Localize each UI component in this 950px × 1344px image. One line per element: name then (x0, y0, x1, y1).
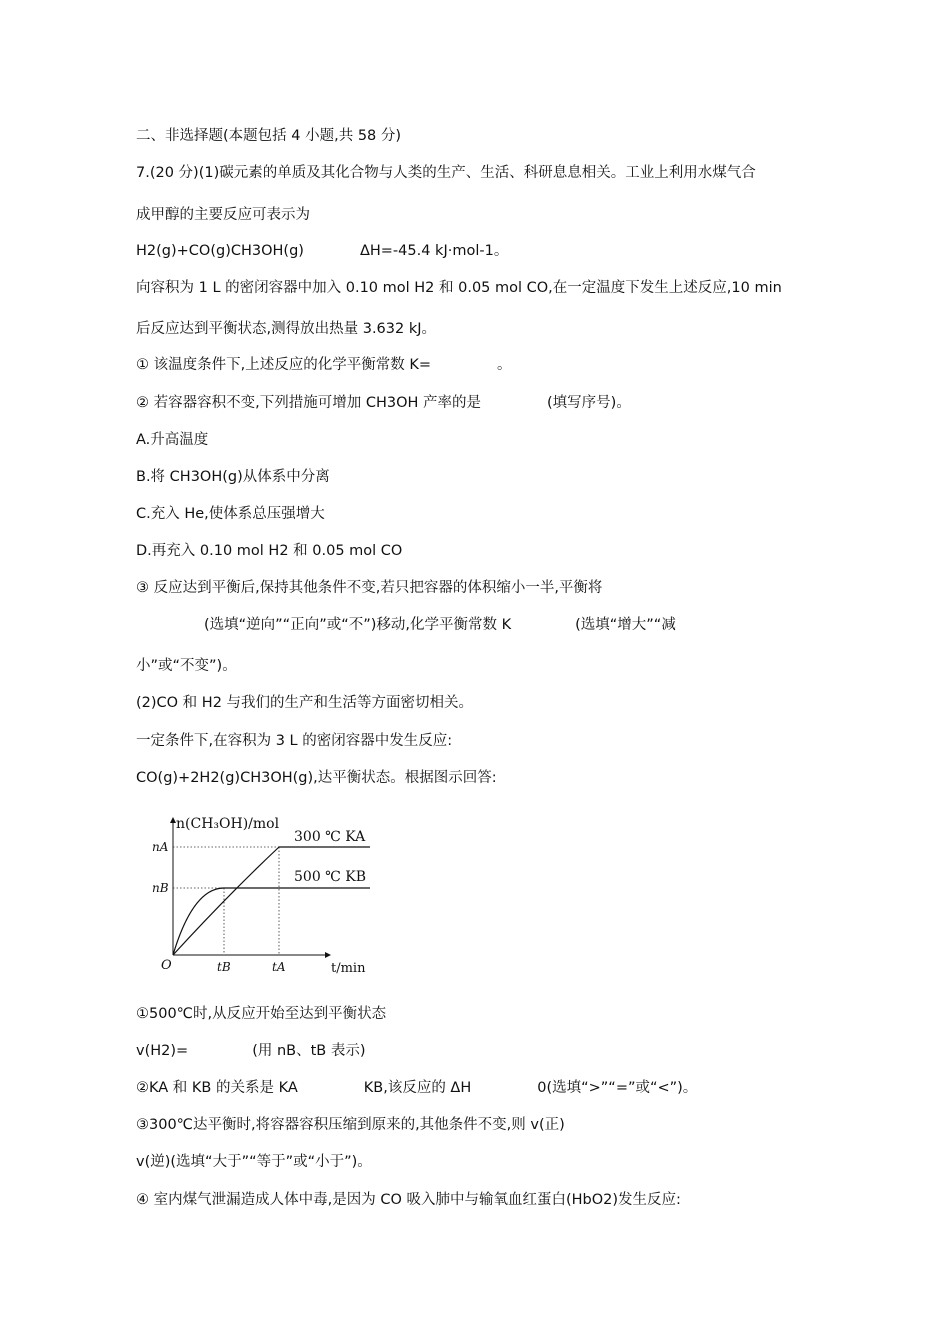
rate-expression (136, 1041, 366, 1061)
subquestion-text: ② 若容器容积不变,下列措施可增加 CH3OH 产率的是 (136, 395, 482, 411)
curve-300c-label: 300 ℃ KA (294, 829, 366, 845)
tb-tick-label: tB (217, 960, 231, 974)
section-heading: 二、非选择题(本题包括 4 小题,共 58 分) (136, 128, 402, 144)
k-relation (136, 1078, 697, 1098)
curve-500c (173, 888, 370, 955)
question-text: 后反应达到平衡状态,测得放出热量 3.632 kJ。 (136, 321, 437, 337)
k-relation-text: ②KA 和 KB 的关系是 KA (136, 1080, 298, 1096)
question-text: 成甲醇的主要反应可表示为 (136, 207, 310, 223)
y-axis-label: n(CH₃OH)/mol (176, 816, 280, 832)
subquestion-3-end: 小”或“不变”)。 (136, 658, 237, 674)
equation-formula: H2(g)+CO(g)CH3OH(g) (136, 243, 304, 259)
subquestion-1 (136, 355, 511, 375)
subquestion-hint: (选填“增大”“减 (575, 617, 676, 633)
reaction-equation-2: CO(g)+2H2(g)CH3OH(g),达平衡状态。根据图示回答: (136, 770, 497, 786)
part-2-intro: (2)CO 和 H2 与我们的生产和生活等方面密切相关。 (136, 695, 474, 711)
ta-tick-label: tA (272, 960, 286, 974)
enthalpy-hint: 0(选填“>”“=”或“<”)。 (537, 1080, 698, 1096)
rate-hint: (用 nB、tB 表示) (252, 1043, 366, 1059)
equation-enthalpy: ΔH=-45.4 kJ·mol-1。 (359, 243, 509, 259)
methanol-amount-graph (148, 810, 378, 980)
option-d: D.再充入 0.10 mol H2 和 0.05 mol CO (136, 543, 403, 559)
subquestion-2 (136, 393, 631, 413)
option-c: C.充入 He,使体系总压强增大 (136, 506, 325, 522)
question-text: 向容积为 1 L 的密闭容器中加入 0.10 mol H2 和 0.05 mol CO,在一定温度下发生上述反应,10 min (136, 280, 782, 296)
question-text: 一定条件下,在容积为 3 L 的密闭容器中发生反应: (136, 733, 453, 749)
origin-label: O (161, 958, 172, 973)
subquestion-text: ① 该温度条件下,上述反应的化学平衡常数 K= (136, 357, 431, 373)
curve-500c-label: 500 ℃ KB (294, 869, 367, 885)
subquestion-hint: (填写序号)。 (547, 395, 631, 411)
na-tick-label: nA (152, 840, 169, 854)
subquestion-3: ③ 反应达到平衡后,保持其他条件不变,若只把容器的体积缩小一半,平衡将 (136, 580, 603, 596)
option-b: B.将 CH3OH(g)从体系中分离 (136, 469, 330, 485)
reaction-equation (136, 241, 508, 261)
x-axis-label: t/min (331, 961, 366, 976)
subquestion-co: ④ 室内煤气泄漏造成人体中毒,是因为 CO 吸入肺中与输氧血红蛋白(HbO2)发生反应: (136, 1192, 681, 1208)
question-7-intro: 7.(20 分)(1)碳元素的单质及其化合物与人类的生产、生活、科研息息相关。工业上利用水煤气合 (136, 165, 756, 181)
curve-300c (173, 847, 370, 955)
subquestion-3-cont (136, 615, 676, 635)
option-a: A.升高温度 (136, 432, 209, 448)
nb-tick-label: nB (152, 881, 169, 895)
subquestion-500c: ①500℃时,从反应开始至达到平衡状态 (136, 1006, 387, 1022)
subquestion-300c: ③300℃达平衡时,将容器容积压缩到原来的,其他条件不变,则 v(正) (136, 1117, 565, 1133)
subquestion-300c-cont: v(逆)(选填“大于”“等于”或“小于”)。 (136, 1154, 372, 1170)
enthalpy-text: KB,该反应的 ΔH (363, 1080, 472, 1096)
subquestion-end: 。 (496, 357, 512, 373)
rate-label: v(H2)= (136, 1043, 189, 1059)
subquestion-text: (选填“逆向”“正向”或“不”)移动,化学平衡常数 K (204, 617, 512, 633)
